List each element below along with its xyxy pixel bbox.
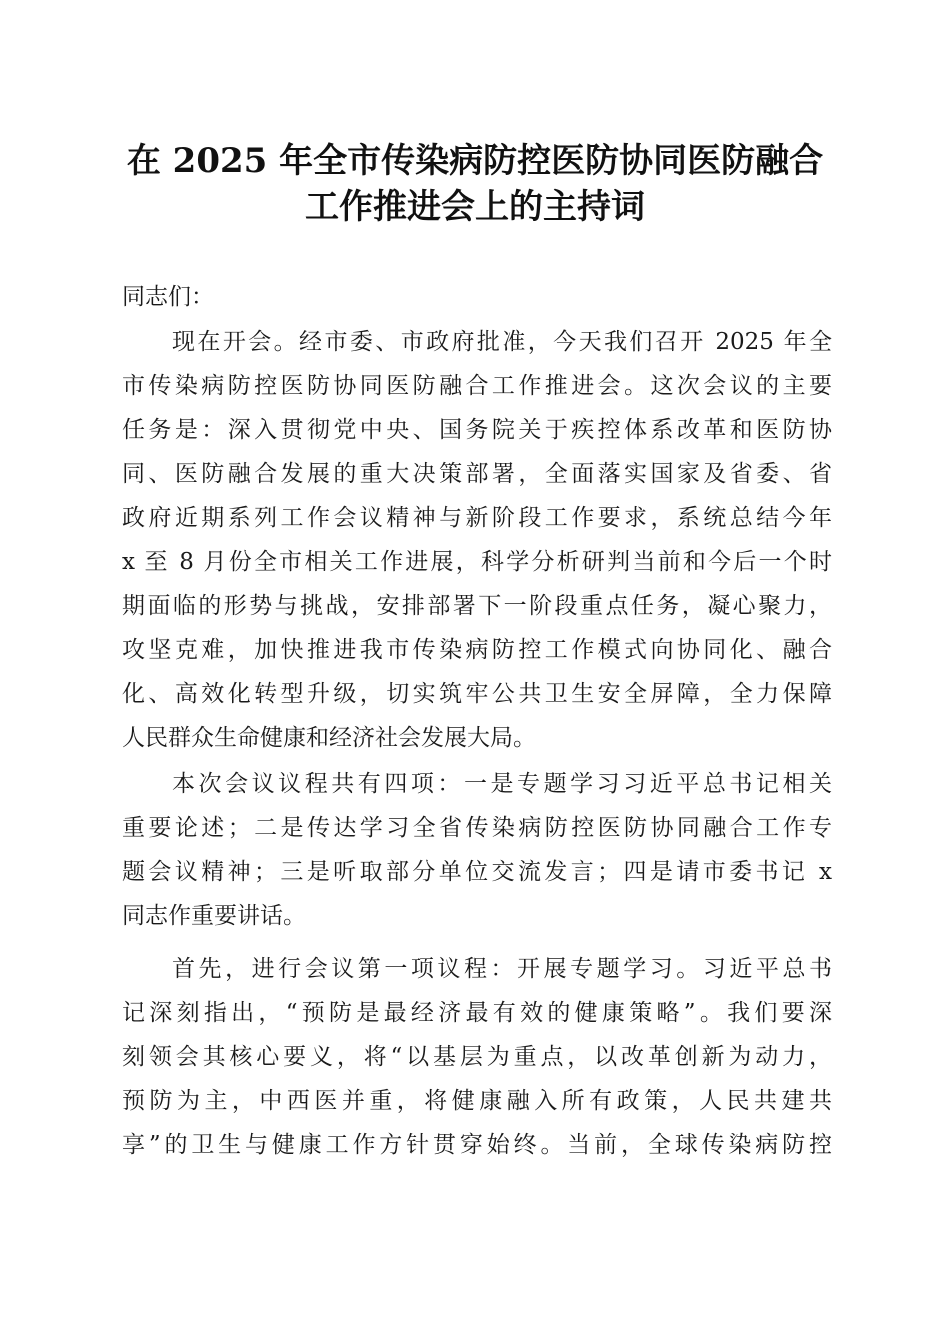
paragraph-2-line-4: 同志作重要讲话。 bbox=[122, 903, 306, 929]
paragraph-2-line-1: 本次会议议程共有四项：一是专题学习习近平总书记相关 bbox=[172, 771, 832, 797]
paragraph-1-line-7: 期面临的形势与挑战，安排部署下一阶段重点任务，凝心聚力， bbox=[122, 593, 832, 619]
paragraph-3-line-3: 刻领会其核心要义，将“以基层为重点，以改革创新为动力， bbox=[122, 1044, 832, 1070]
paragraph-1-line-2: 市传染病防控医防协同医防融合工作推进会。这次会议的主要 bbox=[122, 373, 832, 399]
paragraph-1-line-6: x 至 8 月份全市相关工作进展，科学分析研判当前和今后一个时 bbox=[122, 549, 832, 575]
paragraph-1-line-9: 化、高效化转型升级，切实筑牢公共卫生安全屏障，全力保障 bbox=[122, 681, 832, 707]
paragraph-1-line-5: 政府近期系列工作会议精神与新阶段工作要求，系统总结今年 bbox=[122, 505, 832, 531]
document-title-line-1: 在 2025 年全市传染病防控医防协同医防融合 bbox=[126, 141, 824, 181]
paragraph-2-line-2: 重要论述；二是传达学习全省传染病防控医防协同融合工作专 bbox=[122, 815, 832, 841]
paragraph-1-line-4: 同、医防融合发展的重大决策部署，全面落实国家及省委、省 bbox=[122, 461, 832, 487]
paragraph-3-line-4: 预防为主，中西医并重，将健康融入所有政策，人民共建共 bbox=[122, 1088, 832, 1114]
paragraph-3-line-2: 记深刻指出，“预防是最经济最有效的健康策略”。我们要深 bbox=[122, 1000, 832, 1026]
greeting: 同志们： bbox=[122, 284, 214, 310]
paragraph-3-line-1: 首先，进行会议第一项议程：开展专题学习。习近平总书 bbox=[172, 956, 832, 982]
paragraph-3-line-5: 享”的卫生与健康工作方针贯穿始终。当前，全球传染病防控 bbox=[122, 1132, 832, 1158]
paragraph-1-line-1: 现在开会。经市委、市政府批准，今天我们召开 2025 年全 bbox=[172, 329, 832, 355]
paragraph-1-line-8: 攻坚克难，加快推进我市传染病防控工作模式向协同化、融合 bbox=[122, 637, 832, 663]
paragraph-1-line-3: 任务是：深入贯彻党中央、国务院关于疾控体系改革和医防协 bbox=[122, 417, 832, 443]
paragraph-2-line-3: 题会议精神；三是听取部分单位交流发言；四是请市委书记 x bbox=[122, 859, 832, 885]
paragraph-1-line-10: 人民群众生命健康和经济社会发展大局。 bbox=[122, 725, 536, 751]
document-title-line-2: 工作推进会上的主持词 bbox=[305, 187, 645, 227]
